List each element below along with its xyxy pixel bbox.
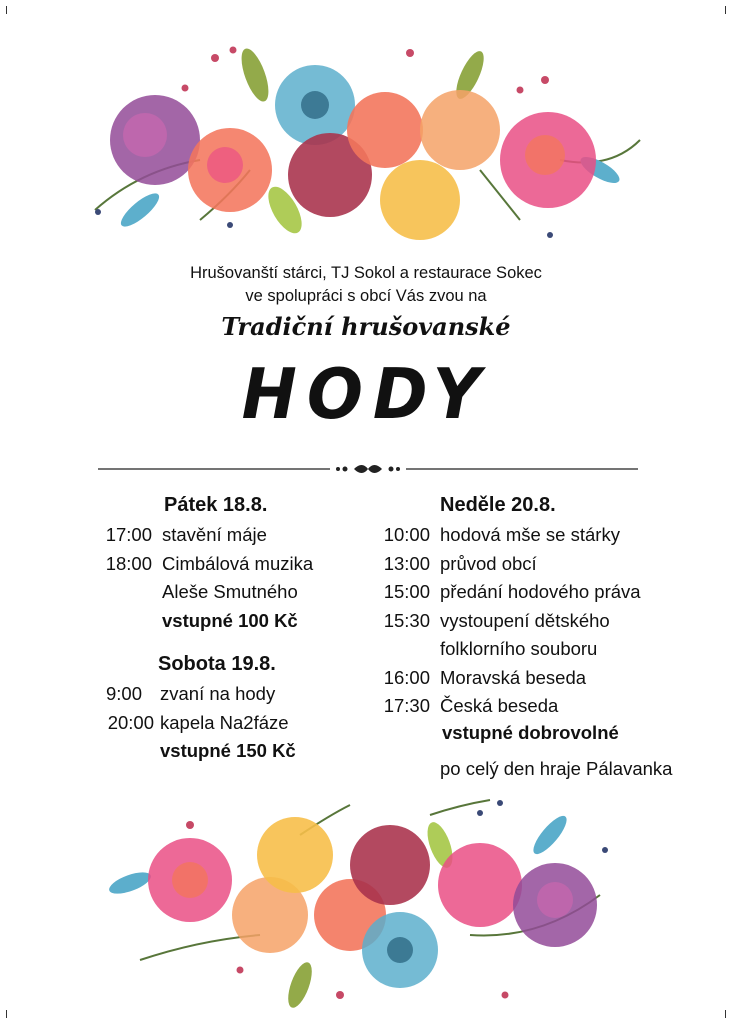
activity: Moravská beseda xyxy=(440,666,587,688)
time: 18:00 xyxy=(105,552,152,574)
intro-line-2: ve spolupráci s obcí Vás zvou na xyxy=(245,287,487,305)
note xyxy=(374,755,704,784)
subtitle: Tradiční hrušovanské xyxy=(221,312,511,341)
time: 10:00 xyxy=(383,524,430,546)
invitation-text xyxy=(0,262,732,308)
list-item xyxy=(374,664,704,693)
activity: Cimbálová muzika xyxy=(162,552,314,574)
list-item xyxy=(92,521,352,550)
time: 20:00 xyxy=(107,711,154,733)
list-item xyxy=(374,692,704,721)
activity: Česká beseda xyxy=(440,695,559,717)
time: 16:00 xyxy=(383,666,430,688)
crop-mark xyxy=(6,6,15,14)
day-heading-friday: Pátek 18.8. xyxy=(164,494,268,516)
list-item xyxy=(92,550,352,579)
activity: hodová mše se stárky xyxy=(440,524,620,546)
time: 13:00 xyxy=(383,552,430,574)
entry-fee xyxy=(92,607,352,636)
activity: folklorního souboru xyxy=(440,638,598,660)
list-item xyxy=(92,680,352,709)
list-item xyxy=(374,578,704,607)
entry-fee-sunday: vstupné dobrovolné xyxy=(442,721,619,743)
schedule-left-column xyxy=(92,494,352,766)
crop-mark xyxy=(717,6,726,14)
activity: kapela Na2fáze xyxy=(160,711,289,733)
list-item xyxy=(374,550,704,579)
entry-fee-saturday: vstupné 150 Kč xyxy=(160,740,296,762)
floral-garland-top xyxy=(0,20,732,250)
time: 15:30 xyxy=(383,609,430,631)
list-item xyxy=(92,578,352,607)
activity: Aleše Smutného xyxy=(162,581,298,603)
page-title: HODY xyxy=(241,354,491,435)
schedule-right-column xyxy=(374,494,704,783)
floral-garland-bottom xyxy=(0,795,732,1010)
crop-mark xyxy=(717,1010,726,1018)
ornamental-divider xyxy=(98,459,638,479)
activity: stavění máje xyxy=(162,524,267,546)
entry-fee xyxy=(374,721,704,745)
time: 17:00 xyxy=(105,524,152,546)
list-item xyxy=(374,635,704,664)
time: 9:00 xyxy=(105,683,142,705)
activity: zvaní na hody xyxy=(160,683,276,705)
time: 15:00 xyxy=(383,581,430,603)
day-heading-sunday: Neděle 20.8. xyxy=(440,494,556,516)
music-note: po celý den hraje Pálavanka xyxy=(440,757,673,779)
activity: předání hodového práva xyxy=(440,581,641,603)
intro-line-1: Hrušovanští stárci, TJ Sokol a restaurace Sokec xyxy=(190,264,542,282)
activity: průvod obcí xyxy=(440,552,537,574)
list-item xyxy=(374,521,704,550)
time: 17:30 xyxy=(383,695,430,717)
list-item xyxy=(374,607,704,636)
entry-fee xyxy=(92,737,352,766)
list-item xyxy=(92,709,352,738)
entry-fee-friday: vstupné 100 Kč xyxy=(162,609,298,631)
crop-mark xyxy=(6,1010,15,1018)
activity: vystoupení dětského xyxy=(440,609,610,631)
day-heading-saturday: Sobota 19.8. xyxy=(158,653,276,675)
